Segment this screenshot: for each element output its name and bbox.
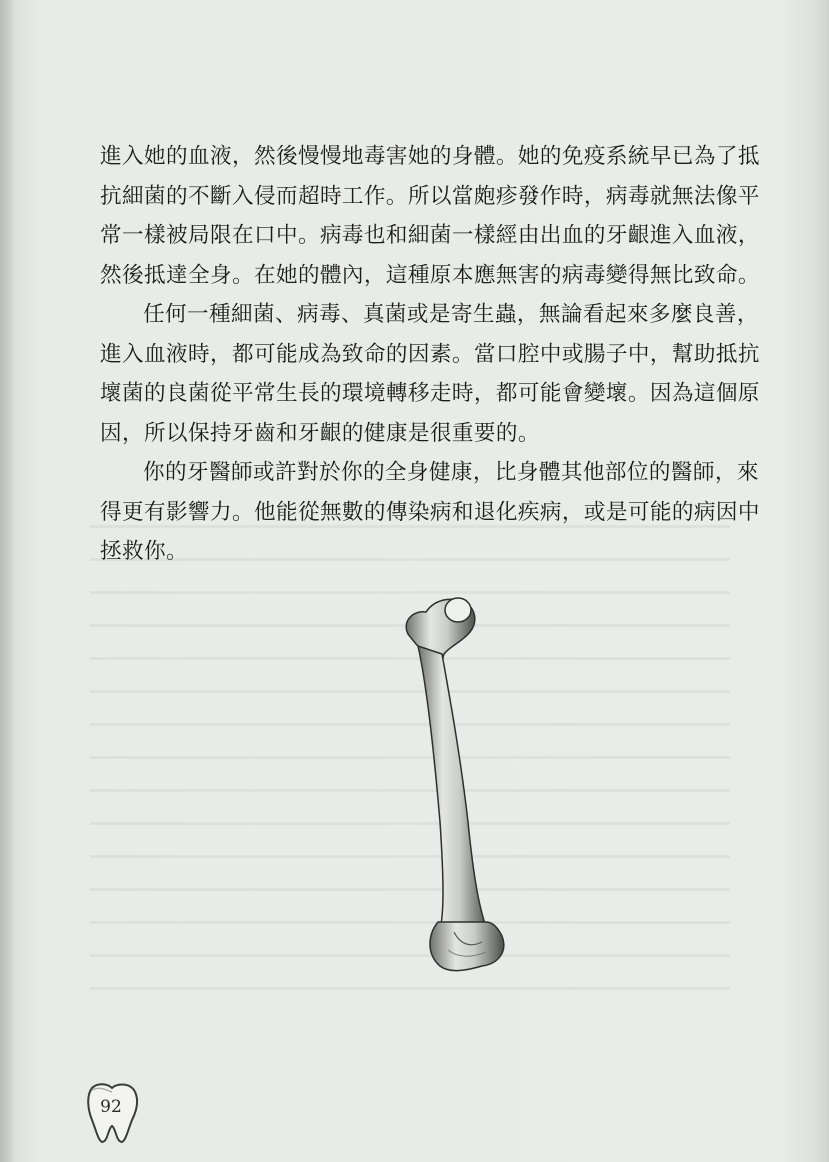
spine-shadow bbox=[0, 0, 14, 1162]
text-line: 抗細菌的不斷入侵而超時工作。所以當皰疹發作時，病毒就無法像平 bbox=[100, 183, 760, 209]
text-line: 因，所以保持牙齒和牙齦的健康是很重要的。 bbox=[100, 420, 540, 446]
text-line: 壞菌的良菌從平常生長的環境轉移走時，都可能會變壞。因為這個原 bbox=[100, 381, 760, 406]
femur-bone-icon bbox=[398, 592, 538, 990]
text-line: 你的牙醫師或許對於你的全身健康，比身體其他部位的醫師，來 bbox=[143, 460, 759, 485]
body-text bbox=[100, 137, 760, 572]
text-line: 進入她的血液，然後慢慢地毒害她的身體。她的免疫系統早已為了抵 bbox=[100, 144, 760, 169]
text-line: 任何一種細菌、病毒、真菌或是寄生蟲，無論看起來多麼良善， bbox=[143, 302, 759, 327]
paragraph-1 bbox=[100, 137, 760, 295]
paragraph-2 bbox=[100, 295, 760, 453]
text-line: 然後抵達全身。在她的體內，這種原本應無害的病毒變得無比致命。 bbox=[100, 262, 760, 288]
page-number: 92 bbox=[100, 1097, 122, 1117]
text-line: 得更有影響力。他能從無數的傳染病和退化疾病，或是可能的病因中 bbox=[100, 499, 760, 525]
text-line: 進入血液時，都可能成為致命的因素。當口腔中或腸子中，幫助抵抗 bbox=[100, 341, 760, 367]
text-line: 拯救你。 bbox=[100, 539, 188, 564]
paragraph-3 bbox=[100, 453, 760, 572]
text-line: 常一樣被局限在口中。病毒也和細菌一樣經由出血的牙齦進入血液， bbox=[100, 223, 760, 248]
